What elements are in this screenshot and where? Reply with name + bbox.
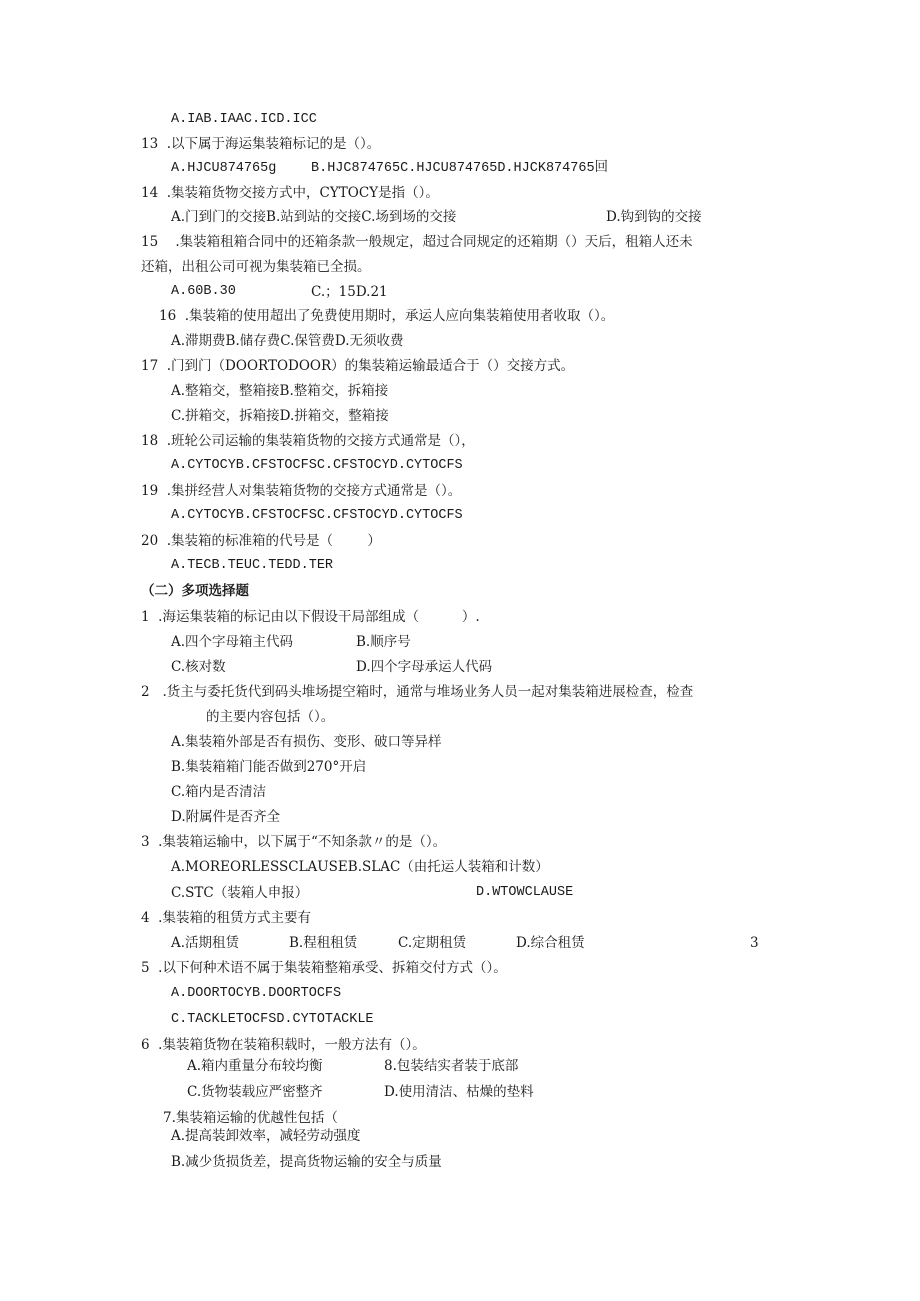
m4-option-a: A.活期租赁	[171, 935, 240, 951]
q18-question: 18 .班轮公司运输的集装箱货物的交接方式通常是（），	[141, 433, 475, 449]
m7-option-b: B.减少货损货差，提高货物运输的安全与质量	[171, 1154, 442, 1170]
m5-option-cd: C.TACKLETOCFSD.CYTOTACKLE	[171, 1012, 374, 1027]
m1-option-b: B.顺序号	[356, 634, 411, 650]
q18-options: A.CYTOCYB.CFSTOCFSC.CFSTOCYD.CYTOCFS	[171, 458, 463, 473]
q15-option-ab: A.60B.30	[171, 284, 236, 299]
m2-option-a: A.集装箱外部是否有损伤、变形、破口等异样	[171, 734, 442, 750]
q14-question: 14 .集装箱货物交接方式中，CYTOCY是指（）。	[141, 185, 439, 201]
m4-question: 4 .集装箱的租赁方式主要有	[141, 910, 311, 926]
q20-options: A.TECB.TEUC.TEDD.TER	[171, 558, 334, 573]
q20-question: 20 .集装箱的标准箱的代号是（ ）	[141, 533, 381, 549]
m4-option-d: D.综合租赁	[516, 935, 585, 951]
m1-option-c: C.核对数	[171, 659, 226, 675]
section-heading-multiple-choice: （二）多项选择题	[141, 583, 249, 599]
q15-question-line2: 还箱，出租公司可视为集装箱已全损。	[141, 259, 371, 275]
m3-option-ab: A.MOREORLESSCLAUSEB.SLAC（由托运人装箱和计数）	[171, 859, 549, 875]
m1-option-d: D.四个字母承运人代码	[356, 659, 493, 675]
m2-question-line2: 的主要内容包括（）。	[206, 709, 335, 725]
q17-question: 17 .门到门（DOORTODOOR）的集装箱运输最适合于（）交接方式。	[141, 358, 575, 374]
m6-option-b: 8.包装结实者装于底部	[384, 1058, 519, 1074]
m2-option-b: B.集装箱箱门能否做到270°开启	[171, 759, 367, 775]
m5-question: 5 .以下何种术语不属于集装箱整箱承受、拆箱交付方式（）。	[141, 960, 507, 976]
m2-question-line1: 2 .货主与委托货代到码头堆场提空箱时，通常与堆场业务人员一起对集装箱进展检查，检查	[141, 684, 694, 700]
m1-option-a: A.四个字母箱主代码	[171, 634, 294, 650]
m3-option-c: C.STC（装箱人申报）	[171, 885, 309, 901]
m6-question: 6 .集装箱货物在装箱积载时，一般方法有（）。	[141, 1037, 426, 1053]
m6-option-a: A.箱内重量分布较均衡	[187, 1058, 323, 1074]
q13-option-a: A.HJCU874765g	[171, 161, 277, 176]
m6-option-d: D.使用清洁、枯燥的垫料	[384, 1084, 534, 1100]
m7-option-a: A.提高装卸效率，减轻劳动强度	[171, 1128, 361, 1144]
q12-options: A.IAB.IAAC.ICD.ICC	[171, 112, 317, 127]
q13-question: 13 .以下属于海运集装箱标记的是（）。	[141, 136, 381, 152]
m3-question: 3 .集装箱运输中，以下属于“不知条款〃的是（）。	[141, 834, 447, 850]
q19-options: A.CYTOCYB.CFSTOCFSC.CFSTOCYD.CYTOCFS	[171, 508, 463, 523]
m6-option-c: C.货物装载应严密整齐	[187, 1084, 323, 1100]
q14-option-d: D.钩到钩的交接	[606, 209, 702, 225]
q16-question: 16 .集装箱的使用超出了免费使用期时，承运人应向集装箱使用者收取（）。	[159, 308, 615, 324]
q13-option-bcd: B.HJC874765C.HJCU874765D.HJCK874765回	[311, 161, 609, 176]
q16-options: A.滞期费B.储存费C.保管费D.无须收费	[171, 333, 404, 349]
m3-option-d: D.WTOWCLAUSE	[476, 885, 574, 900]
m5-option-ab: A.DOORTOCYB.DOORTOCFS	[171, 986, 342, 1001]
m4-option-c: C.定期租赁	[398, 935, 467, 951]
m1-question: 1 .海运集装箱的标记由以下假设干局部组成（ ）.	[141, 609, 480, 625]
m7-question: 7.集装箱运输的优越性包括（	[163, 1110, 338, 1126]
q19-question: 19 .集拼经营人对集装箱货物的交接方式通常是（）。	[141, 483, 462, 499]
q15-question-line1: 15 .集装箱租箱合同中的还箱条款一般规定，超过合同规定的还箱期（）天后，租箱人还未	[141, 234, 693, 250]
page-number: 3	[750, 935, 759, 951]
q14-option-abc: A.门到门的交接B.站到站的交接C.场到场的交接	[171, 209, 457, 225]
q15-option-cd: C.；15D.21	[311, 284, 388, 300]
q17-option-cd: C.拼箱交，拆箱接D.拼箱交，整箱接	[171, 408, 389, 424]
m4-option-b: B.程租租赁	[289, 935, 358, 951]
m2-option-d: D.附属件是否齐全	[171, 809, 281, 825]
m2-option-c: C.箱内是否清洁	[171, 784, 267, 800]
q17-option-ab: A.整箱交，整箱接B.整箱交，拆箱接	[171, 383, 389, 399]
